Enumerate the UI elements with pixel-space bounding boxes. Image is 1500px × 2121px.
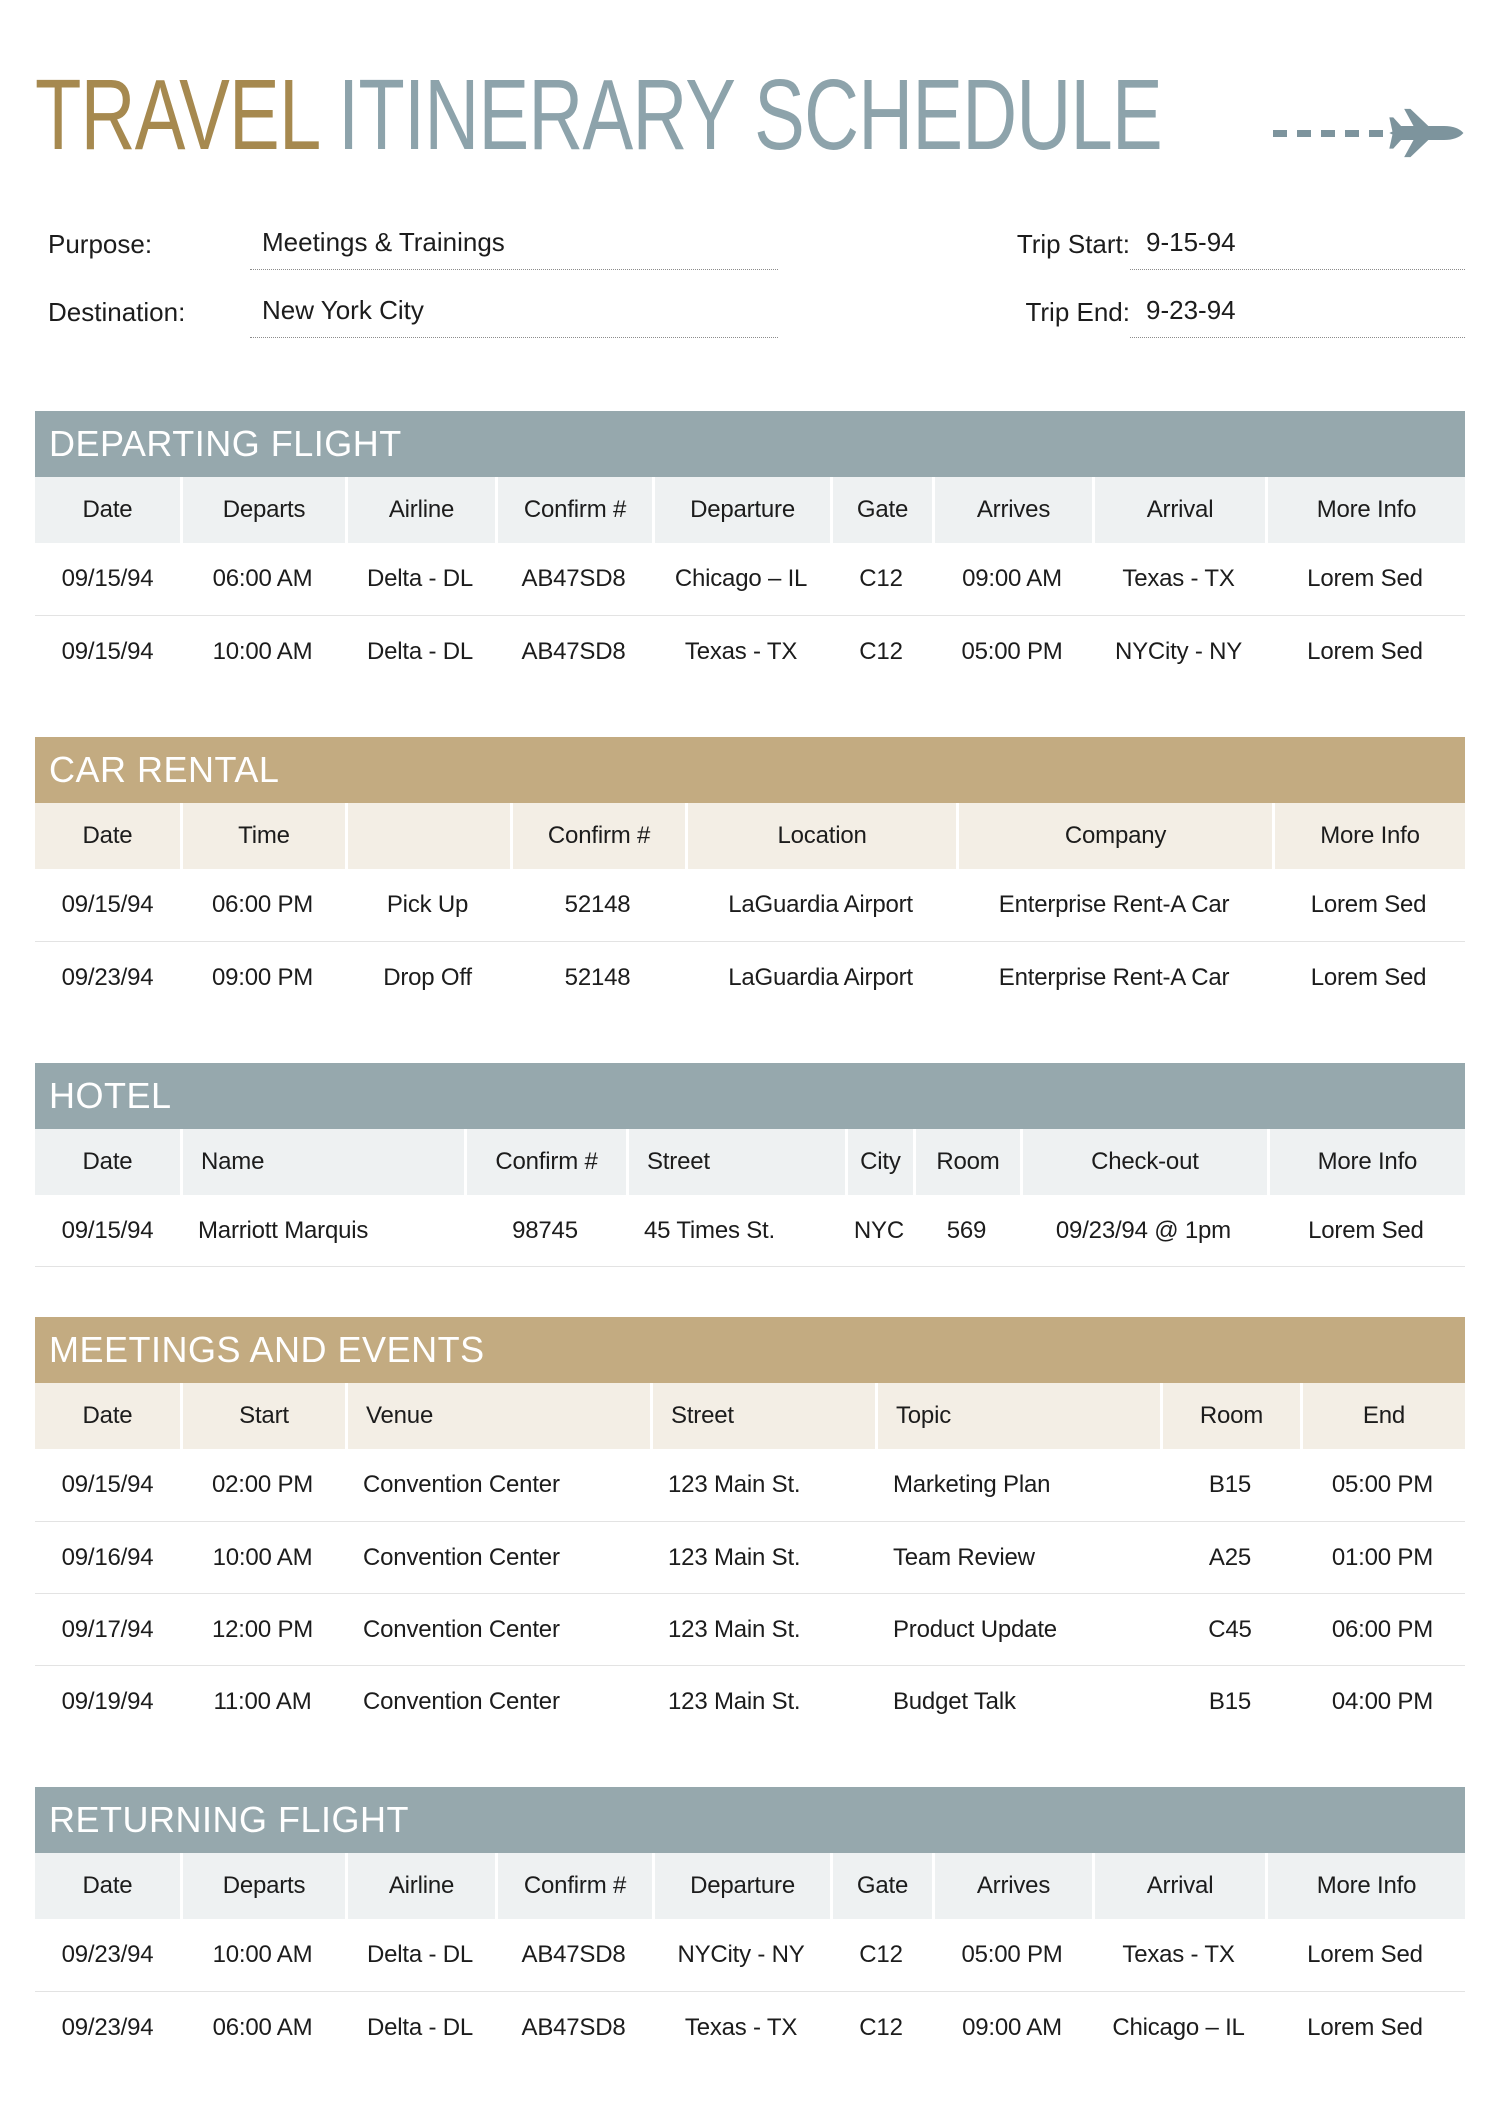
table-cell: C12 [859,565,903,592]
table-row [35,869,1465,941]
column-header: Company [956,803,1272,869]
column-header: Departure [652,1853,830,1919]
table-row [35,1521,1465,1593]
table-cell: Convention Center [363,1687,560,1715]
trip-end-field: 9-23-94 [1130,295,1465,338]
page-header [35,59,1465,338]
section-returning-flight [35,1787,1465,2063]
table-cell: Texas - TX [684,2013,798,2041]
table-cell: 09:00 PM [211,963,314,991]
table-cell: Marketing Plan [892,1471,1051,1498]
table-row [35,615,1465,687]
table-cell: 09:00 AM [962,2013,1062,2041]
table-cell: Chicago – IL [674,565,808,592]
table-row [35,1449,1465,1521]
table-cell: LaGuardia Airport [728,963,913,991]
column-header: Airline [345,477,495,543]
table-cell: Team Review [892,1543,1035,1571]
table-row [35,1991,1465,2063]
section-title: MEETINGS AND EVENTS [49,1329,485,1370]
purpose-label: Purpose: [48,229,153,259]
table-cell: 09/15/94 [61,637,154,665]
table-cell: NYC [853,1216,904,1244]
column-header: Check-out [1020,1129,1267,1195]
table-cell: C12 [859,637,903,665]
table-cell: 10:00 AM [212,1941,313,1968]
table-cell: Marriott Marquis [198,1216,369,1244]
section-title: DEPARTING FLIGHT [49,423,402,464]
table-cell: 98745 [512,1216,578,1244]
table-row [35,1195,1465,1267]
table-cell: 05:00 PM [961,637,1063,665]
column-header: Confirm # [495,477,652,543]
itinerary-sections [35,411,1465,2063]
column-header: Time [180,803,345,869]
table-cell: 10:00 AM [212,637,313,665]
table-cell: 09/23/94 @ 1pm [1055,1216,1231,1244]
table-row [35,1665,1465,1737]
column-header: Date [82,822,133,849]
table-cell: Lorem Sed [1307,1941,1423,1968]
column-header: Gate [830,1853,932,1919]
section-title: CAR RENTAL [49,749,280,790]
table-cell: Convention Center [363,1615,560,1643]
section-title-bar [35,1317,1465,1383]
column-header: Venue [345,1383,650,1449]
column-header: Location [685,803,956,869]
table-row [35,543,1465,615]
section-title-bar [35,1063,1465,1129]
table-cell: 09/17/94 [61,1615,154,1643]
table-cell: Lorem Sed [1307,2013,1423,2041]
table-cell: 123 Main St. [668,1471,801,1498]
table-cell: 01:00 PM [1331,1543,1434,1571]
table-cell: 09/15/94 [61,1471,154,1498]
table-cell: Texas - TX [1122,565,1235,592]
section-hotel [35,1063,1465,1267]
column-header: More Info [1265,1853,1465,1919]
column-header: Start [180,1383,345,1449]
table-cell: Budget Talk [892,1687,1016,1715]
table-cell: Drop Off [383,963,472,991]
page-title [35,59,1465,171]
table-cell: 11:00 AM [213,1687,312,1715]
column-header: Arrives [932,477,1092,543]
column-header: Departs [180,1853,345,1919]
table-cell: C45 [1208,1615,1252,1643]
trip-start-label: Trip Start: [1016,229,1130,259]
section-title-bar [35,1787,1465,1853]
table-cell: Lorem Sed [1307,637,1423,665]
table-cell: C12 [859,1941,903,1968]
column-header: Arrival [1092,477,1265,543]
column-header-row [35,1853,1465,1919]
column-header-row [35,1383,1465,1449]
section-title-bar [35,737,1465,803]
destination-label: Destination: [48,297,186,327]
trip-end-label: Trip End: [1025,297,1130,327]
column-header: Date [82,1148,133,1175]
column-header [345,803,510,869]
column-header: Street [650,1383,875,1449]
dashed-flight-path [1273,130,1385,137]
column-header: Departure [652,477,830,543]
table-cell: AB47SD8 [521,565,626,592]
table-cell: Lorem Sed [1308,1216,1424,1244]
table-cell: NYCity - NY [677,1941,805,1968]
table-cell: Delta - DL [366,1941,474,1968]
table-cell: Product Update [892,1615,1057,1643]
column-header: Street [626,1129,845,1195]
table-cell: B15 [1208,1471,1251,1498]
column-header: Name [180,1129,464,1195]
column-header: Arrival [1092,1853,1265,1919]
table-cell: Lorem Sed [1310,891,1427,918]
table-cell: 123 Main St. [668,1687,801,1715]
table-cell: Delta - DL [366,565,474,592]
table-row [35,1593,1465,1665]
itinerary-page [0,59,1500,2121]
section-title: RETURNING FLIGHT [49,1799,410,1840]
column-header-row [35,477,1465,543]
table-cell: C12 [859,2013,903,2041]
table-cell: 09/23/94 [61,963,154,991]
section-car-rental [35,737,1465,1013]
column-header: More Info [1272,803,1465,869]
table-cell: Delta - DL [366,2013,474,2041]
table-cell: 02:00 PM [211,1471,314,1498]
title-word-travel: TRAVEL [35,59,318,171]
table-cell: LaGuardia Airport [728,891,913,918]
column-header: Date [82,1872,133,1899]
destination-field: New York City [250,295,778,338]
table-cell: 09/23/94 [61,1941,154,1968]
table-cell: 45 Times St. [644,1216,775,1244]
table-cell: 10:00 AM [212,1543,313,1571]
table-cell: 123 Main St. [668,1615,801,1643]
table-cell: 04:00 PM [1331,1687,1434,1715]
table-cell: 05:00 PM [961,1941,1063,1968]
trip-info-row-1 [35,224,1465,270]
purpose-field: Meetings & Trainings [250,227,778,270]
table-cell: AB47SD8 [521,1941,626,1968]
column-header-row [35,803,1465,869]
column-header-row [35,1129,1465,1195]
column-header: Topic [875,1383,1160,1449]
trip-info [35,224,1465,338]
table-cell: 09/15/94 [61,565,154,592]
table-row [35,1919,1465,1991]
title-decoration [1273,104,1465,162]
table-cell: 52148 [564,891,631,918]
column-header: Date [82,496,133,523]
column-header: Gate [830,477,932,543]
column-header: Room [1160,1383,1300,1449]
table-cell: Texas - TX [684,637,798,665]
table-cell: Delta - DL [366,637,474,665]
table-cell: 123 Main St. [668,1543,801,1571]
table-cell: 09:00 AM [962,565,1062,592]
column-header: Confirm # [510,803,685,869]
table-cell: B15 [1208,1687,1251,1715]
section-title-bar [35,411,1465,477]
table-cell: 09/15/94 [61,891,154,918]
table-cell: 05:00 PM [1331,1471,1434,1498]
table-cell: 09/19/94 [61,1687,154,1715]
column-header: City [845,1129,913,1195]
table-cell: A25 [1208,1543,1251,1571]
table-cell: AB47SD8 [521,637,626,665]
section-departing-flight [35,411,1465,687]
column-header: Arrives [932,1853,1092,1919]
table-cell: 09/16/94 [61,1543,154,1571]
table-cell: 09/23/94 [61,2013,154,2041]
page-title-text [35,59,1162,171]
table-cell: 06:00 AM [212,2013,313,2041]
table-cell: Convention Center [363,1543,560,1571]
table-cell: 06:00 PM [1331,1615,1434,1643]
section-meetings-events [35,1317,1465,1737]
table-row [35,941,1465,1013]
column-header: More Info [1267,1129,1465,1195]
trip-start-field: 9-15-94 [1130,227,1465,270]
column-header: Departs [180,477,345,543]
table-cell: 52148 [564,963,631,991]
table-cell: NYCity - NY [1114,637,1243,665]
column-header: Confirm # [464,1129,626,1195]
table-cell: Enterprise Rent-A Car [998,963,1230,991]
table-cell: 12:00 PM [211,1615,314,1643]
table-cell: Pick Up [386,891,469,918]
column-header: Airline [345,1853,495,1919]
table-cell: Convention Center [363,1471,560,1498]
table-cell: Enterprise Rent-A Car [998,891,1230,918]
column-header: More Info [1265,477,1465,543]
table-cell: 06:00 AM [212,565,313,592]
column-header: Room [913,1129,1020,1195]
table-cell: Chicago – IL [1112,2013,1245,2041]
column-header: End [1300,1383,1465,1449]
section-title: HOTEL [49,1075,172,1116]
title-word-itinerary-schedule: ITINERARY SCHEDULE [317,59,1162,171]
column-header: Confirm # [495,1853,652,1919]
airplane-icon [1387,104,1465,162]
column-header: Date [82,1402,133,1429]
table-cell: 569 [946,1216,987,1244]
table-cell: 06:00 PM [211,891,314,918]
table-cell: AB47SD8 [521,2013,626,2041]
table-cell: Lorem Sed [1307,565,1423,592]
trip-info-row-2 [35,292,1465,338]
table-cell: Lorem Sed [1310,963,1427,991]
table-cell: 09/15/94 [61,1216,154,1244]
table-cell: Texas - TX [1122,1941,1235,1968]
